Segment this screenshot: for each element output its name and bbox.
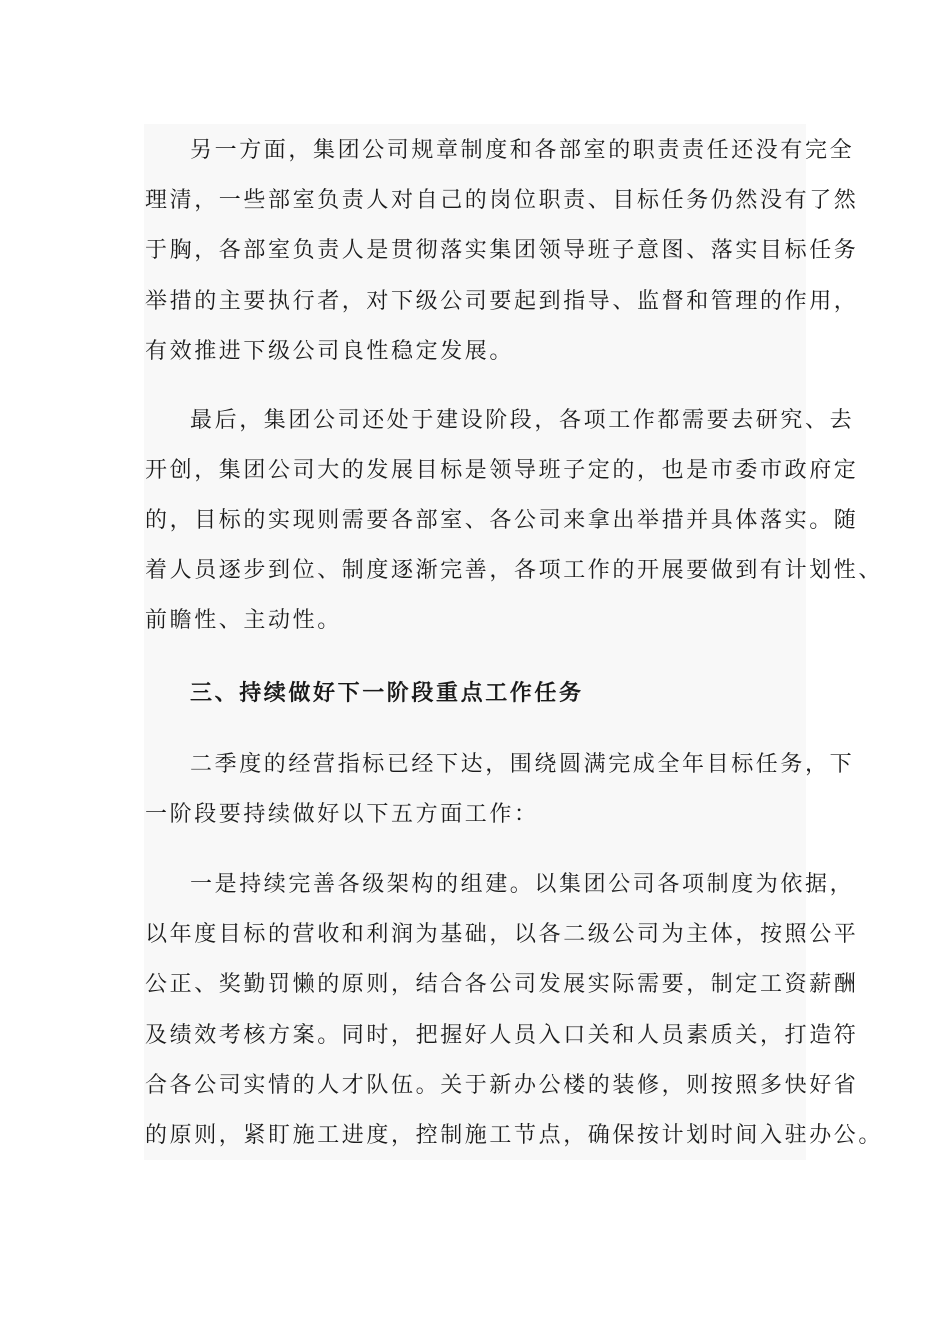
paragraph-4-line-3: 公正、奖勤罚懒的原则，结合各公司发展实际需要，制定工资薪酬 bbox=[145, 972, 859, 997]
paragraph-1-line-1: 另一方面，集团公司规章制度和各部室的职责责任还没有完全 bbox=[190, 138, 855, 163]
paragraph-2-line-2: 开创，集团公司大的发展目标是领导班子定的，也是市委市政府定 bbox=[145, 458, 859, 483]
document-text-block bbox=[144, 124, 806, 1160]
paragraph-1-line-4: 举措的主要执行者，对下级公司要起到指导、监督和管理的作用， bbox=[145, 289, 859, 314]
paragraph-2-line-3: 的，目标的实现则需要各部室、各公司来拿出举措并具体落实。随 bbox=[145, 508, 859, 533]
paragraph-1-line-5: 有效推进下级公司良性稳定发展。 bbox=[145, 339, 515, 364]
section-heading: 三、持续做好下一阶段重点工作任务 bbox=[190, 680, 584, 706]
paragraph-1-line-2: 理清，一些部室负责人对自己的岗位职责、目标任务仍然没有了然 bbox=[145, 188, 859, 213]
paragraph-2-line-4: 着人员逐步到位、制度逐渐完善，各项工作的开展要做到有计划性、 bbox=[145, 558, 884, 583]
paragraph-4-line-4: 及绩效考核方案。同时，把握好人员入口关和人员素质关，打造符 bbox=[145, 1023, 859, 1048]
paragraph-3-line-2: 一阶段要持续做好以下五方面工作： bbox=[145, 802, 539, 827]
paragraph-4-line-1: 一是持续完善各级架构的组建。以集团公司各项制度为依据， bbox=[190, 872, 855, 897]
paragraph-4-line-6: 的原则，紧盯施工进度，控制施工节点，确保按计划时间入驻办公。 bbox=[145, 1123, 884, 1148]
paragraph-4-line-2: 以年度目标的营收和利润为基础，以各二级公司为主体，按照公平 bbox=[145, 922, 859, 947]
paragraph-1-line-3: 于胸，各部室负责人是贯彻落实集团领导班子意图、落实目标任务 bbox=[145, 238, 859, 263]
paragraph-4-line-5: 合各公司实情的人才队伍。关于新办公楼的装修，则按照多快好省 bbox=[145, 1073, 859, 1098]
paragraph-3-line-1: 二季度的经营指标已经下达，围绕圆满完成全年目标任务，下 bbox=[190, 752, 855, 777]
paragraph-2-line-5: 前瞻性、主动性。 bbox=[145, 608, 342, 633]
paragraph-2-line-1: 最后，集团公司还处于建设阶段，各项工作都需要去研究、去 bbox=[190, 408, 855, 433]
